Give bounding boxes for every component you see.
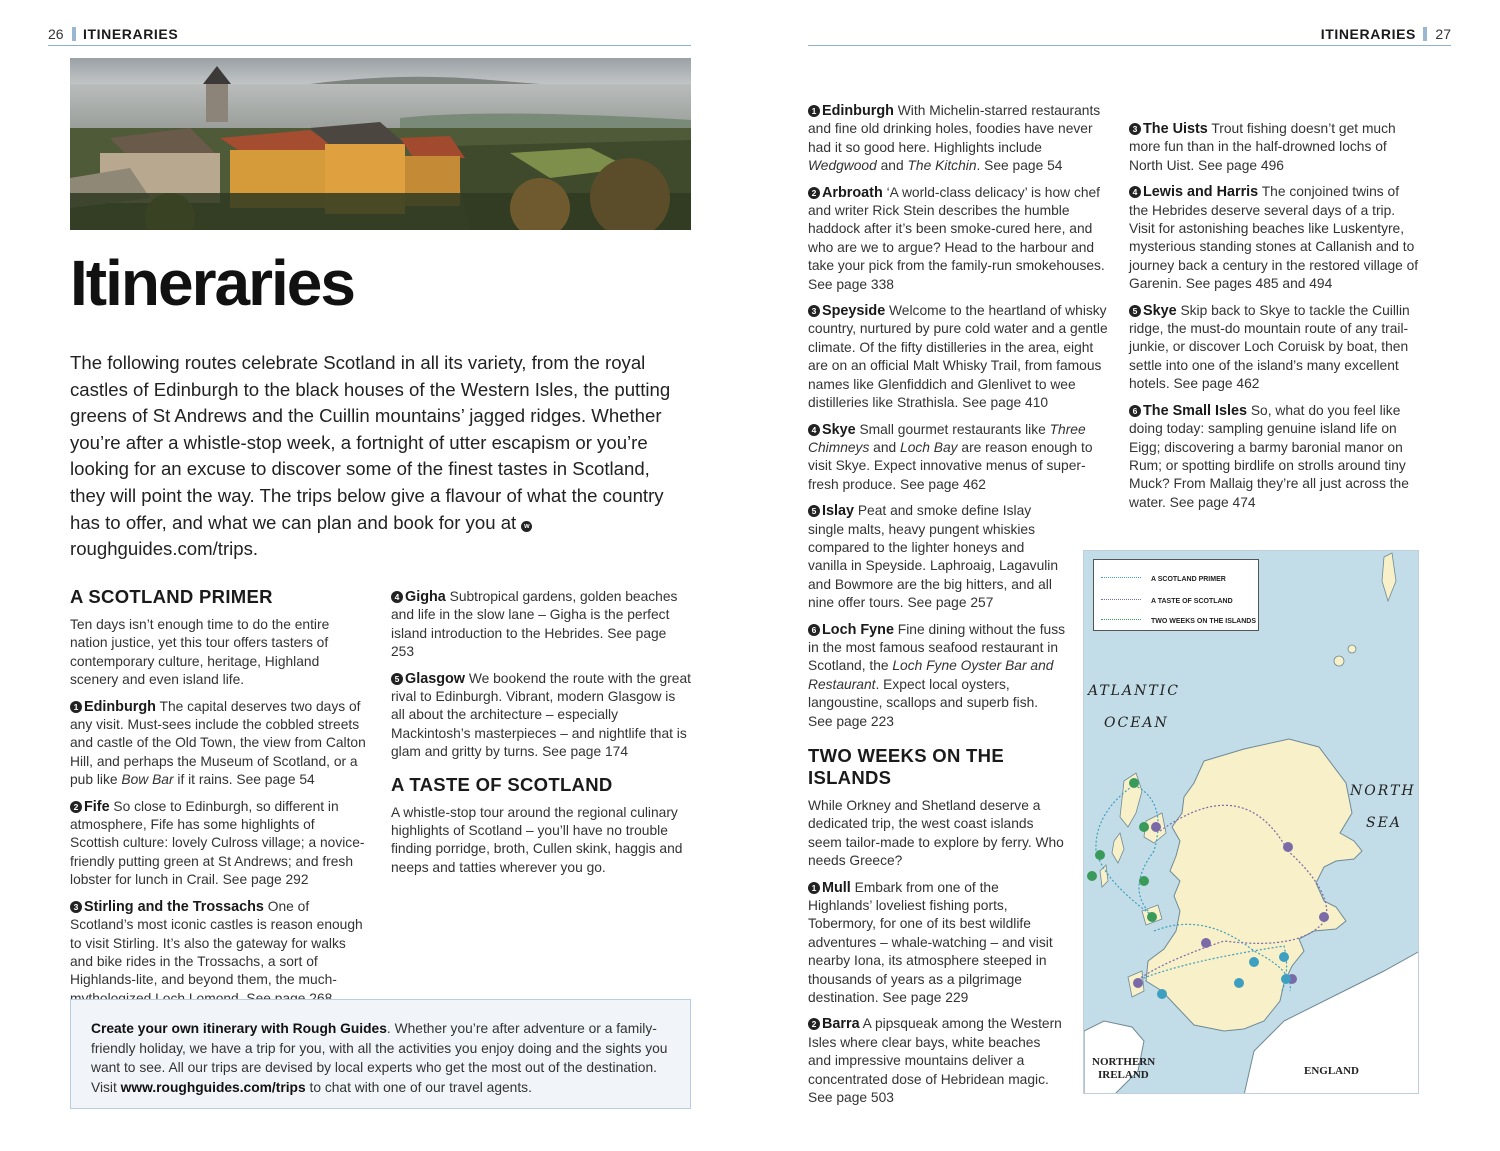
islands-item-6: 6 The Small Isles So, what do you feel like doing today: sampling genuine island life on Eigg; discovering a barmy baronial manor on Rum; or spotting birdlife on strolls around tiny Muck? From Mallaig they’re all just across the water. See page 474 <box>1129 402 1409 510</box>
islands-item-3: 3 The Uists Trout fishing doesn’t get much more fun than in the half-drowned lochs of North Uist. See page 496 <box>1129 121 1396 173</box>
taste-item-3: 3 Speyside Welcome to the heartland of whisky country, nurtured by pure cold water and a gentle climate. Of the fifty distilleries in the area, eight are on an official Malt Whisky Trail, from famous names like Glenfiddich and Glenlivet to wee distilleries like Strathisla. See page 410 <box>808 303 1108 411</box>
islands-item-4: 4 Lewis and Harris The conjoined twins of the Hebrides deserve several days of a trip. Visit for astonishing beaches like Luskentyre, mysterious standing stones at Callanish and to journey back a century in the restored village of Garenin. See pages 485 and 494 <box>1129 184 1419 292</box>
village-photo <box>70 58 691 230</box>
taste-item-5: 5 Islay Peat and smoke define Islay single malts, heavy pungent whiskies compared to the lighter honeys and vanilla in Speyside. Laphroaig, Lagavulin and Bowmore are the big hitters, and all nine offer tours. See page 257 <box>808 503 1059 611</box>
intro-link[interactable]: roughguides.com/trips. <box>70 538 259 560</box>
callout-heading: Create your own itinerary with Rough Guides <box>91 1021 387 1036</box>
map-label-atlantic: ATLANTIC <box>1088 683 1180 699</box>
rough-guides-callout: Create your own itinerary with Rough Guides. Whether you’re after adventure or a family-friendly holiday, we have a trip for you, with all the activities you enjoy doing and the sights you want to see. All our trips are devised by local experts who get the most out of the destination. Visit www.roughguides.com/trips to chat with one of our travel agents. <box>70 999 691 1109</box>
islands-item-1: 1 Mull Embark from one of the Highlands’ loveliest fishing ports, Tobermory, for one of its best wildlife adventures – whale-watching – and visit nearby Iona, its atmosphere steeped in thousands of years as a pilgrimage destination. See page 229 <box>808 879 1053 1006</box>
page-number-right: 27 <box>1435 26 1451 42</box>
right-column-2 <box>1129 120 1421 520</box>
primer-column-1 <box>70 586 366 1016</box>
primer-column-2 <box>391 588 691 885</box>
right-column-1 <box>808 102 1110 1116</box>
islands-heading: TWO WEEKS ON THE ISLANDS <box>808 745 1004 788</box>
taste-item-2: 2 Arbroath ‘A world-class delicacy’ is how chef and writer Rick Stein describes the humble haddock after it’s been smoke-cured here, and who are we to argue? Head to the harbour and take your pick from the family-run smokehouses. See page 338 <box>808 184 1105 292</box>
taste-item-6: 6 Loch Fyne Fine dining without the fuss in the most famous seafood restaurant in Scotland, the Loch Fyne Oyster Bar and Restaurant. Expect local oysters, langoustine, scallops and superb fish. See page 223 <box>808 621 1065 729</box>
primer-item-1: 1 Edinburgh The capital deserves two days of any visit. Must-sees include the cobbled streets and castle of the Old Town, the view from Calton Hill, and perhaps the Museum of Scotland, or a pub like Bow Bar if it rains. See page 54 <box>70 698 366 788</box>
map-label-northern: NORTHERN <box>1092 1056 1156 1068</box>
intro-text: The following routes celebrate Scotland in all its variety, from the royal castles of Edinburgh to the black houses of the Western Isles, the putting greens of St Andrews and the Cuillin mountains’ jagged ridges. Whether you’re after a whistle-stop week, a fortnight of utter escapism or you’re looking for an excuse to discover some of the finest tastes in Scotland, they will point the way. The trips below give a flavour of what the country has to offer, and what we can plan and book for you at <box>70 352 671 533</box>
map-label-england: ENGLAND <box>1304 1065 1360 1077</box>
map-label-ocean: OCEAN <box>1104 715 1169 731</box>
taste-intro: A whistle-stop tour around the regional culinary highlights of Scotland – you’ll have no trouble finding porridge, broth, Cullen skink, haggis and neeps and tatties wherever you go. <box>391 804 683 875</box>
callout-link[interactable]: www.roughguides.com/trips <box>120 1079 306 1095</box>
islands-item-2: 2 Barra A pipsqueak among the Western Isles where clear bays, white beaches and impressive mountains deliver a concentrated dose of Hebridean magic. See page 503 <box>808 1016 1062 1106</box>
running-head-left <box>48 24 691 46</box>
running-head-right <box>808 24 1451 46</box>
primer-intro: Ten days isn’t enough time to do the entire nation justice, yet this tour offers tasters of contemporary culture, heritage, Highland scenery and even island life. <box>70 617 330 688</box>
primer-item-2: 2 Fife So close to Edinburgh, so different in atmosphere, Fife has some highlights of Scottish culture: lovely Culross village; a novice-friendly putting green at St Andrews; and fresh lobster for lunch in Crail. See page 292 <box>70 798 365 888</box>
running-head-label-left: ITINERARIES <box>65 26 178 42</box>
scotland-itinerary-map <box>1083 550 1419 1094</box>
primer-item-4: 4 Gigha Subtropical gardens, golden beaches and life in the slow lane – Gigha is the perfect island introduction to the Hebrides. See page 253 <box>391 589 678 660</box>
page-title: Itineraries <box>70 247 354 319</box>
map-label-north: NORTH <box>1350 783 1416 799</box>
map-label-sea: SEA <box>1366 815 1402 831</box>
map-legend <box>1093 559 1259 631</box>
taste-heading: A TASTE OF SCOTLAND <box>391 773 613 795</box>
islands-item-5: 5 Skye Skip back to Skye to tackle the Cuillin ridge, the must-do mountain route of any trail-junkie, or discover Loch Coruisk by boat, then settle into one of the island’s many excellent hotels. See page 462 <box>1129 302 1410 392</box>
primer-item-3: 3 Stirling and the Trossachs One of Scotland’s most iconic castles is reason enough to visit Stirling. It’s also the gateway for walks and bike rides in the Trossachs, a sort of Highlands-lite, and beyond them, the much- <box>70 898 363 988</box>
map-label-ireland: IRELAND <box>1098 1069 1149 1081</box>
taste-item-1: 1 Edinburgh With Michelin-starred restaurants and fine old drinking holes, foodies have never had it so good here. Highlights include Wedgwood and The Kitchin. See page 54 <box>808 103 1101 174</box>
web-link-icon: w <box>521 521 532 532</box>
intro-paragraph <box>70 350 682 563</box>
legend-primer: A SCOTLAND PRIMER <box>1101 574 1226 586</box>
page-number-left: 26 <box>48 26 64 42</box>
legend-islands: TWO WEEKS ON THE ISLANDS <box>1101 616 1256 628</box>
primer-item-5: 5 Glasgow We bookend the route with the great rival to Edinburgh. Vibrant, modern Glasgow is all about the architecture – especially Mackintosh’s masterpieces – and nightlife that is glam and gritty by turns. See page 174 <box>391 670 691 760</box>
running-head-label-right: ITINERARIES <box>1321 26 1434 42</box>
primer-heading: A SCOTLAND PRIMER <box>70 586 273 607</box>
taste-item-4: 4 Skye Small gourmet restaurants like Three Chimneys and Loch Bay are reason enough to visit Skye. Expect innovative menus of super-fresh produce. See page 462 <box>808 421 1093 492</box>
islands-intro: While Orkney and Shetland deserve a dedicated trip, the west coast islands seem tailor-made to explore by ferry. Who needs Greece? <box>808 798 1064 869</box>
legend-taste: A TASTE OF SCOTLAND <box>1101 596 1233 608</box>
